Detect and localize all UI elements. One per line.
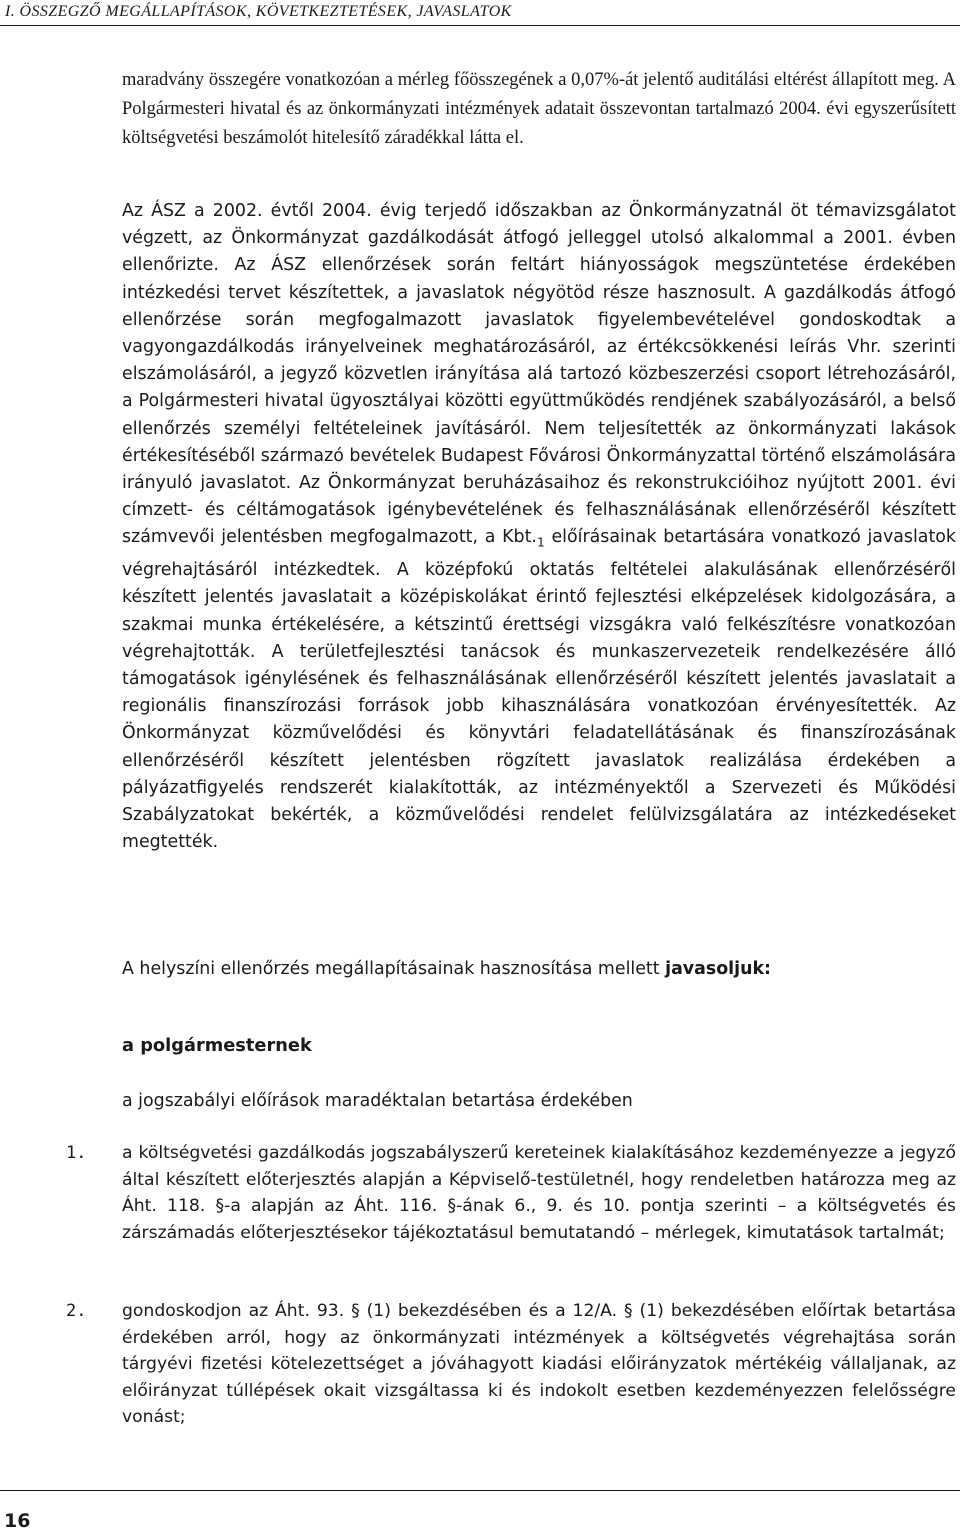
page-header <box>0 0 960 28</box>
intro-text: A helyszíni ellenőrzés megállapításainak hasznosítása mellett <box>122 959 666 979</box>
paragraph-text-part: Az ÁSZ a 2002. évtől 2004. évig terjedő időszakban az Önkormányzatnál öt témavizsgálatot végzett, az Önkormányzat gazdálkodását átfogó jelleggel utolsó alkalommal a 2001. évben ellenőrizte. Az ÁSZ ellenőrzések során feltárt hiányosságok megszüntetése érdekében intézkedési tervet készítettek, a javaslatok négyötöd része hasznosult. A gazdálkodás átfogó ellenőrzése során megfogalmazott javaslatok figyelembevételével gondoskodtak a vagyongazdálkodás irányelveinek meghatározásáról, az értékcsökkenési leírás Vhr. szerinti elszámolásáról, a jegyző közvetlen irányítása alá tartozó közbeszerzési csoport létrehozásáról, a Polgármesteri hivatal ügyosztályai közötti együttműködés rendjének szabályozásáról, a belső ellenőrzés személyi feltételeinek javításáról. Nem teljesítették az önkormányzati lakások értékesítéséből származó bevételek Budapest Fővárosi Önkormányzattal történő elszámolására irányuló javaslatot. Az Önkormányzat beruházásaihoz és rekonstrukcióihoz nyújtott 2001. évi címzett- és céltámogatások igénybevételének és felhasználásának ellenőrzéséről készített számvevői jelentésben megfogalmazott, a Kbt. <box>122 201 956 548</box>
page-number: 16 <box>4 1510 31 1532</box>
item-text: a költségvetési gazdálkodás jogszabályszerű kereteinek kialakításához kezdeményezze a jegyző által készített előterjesztés alapján a Képviselő-testületnél, hogy rendeletben határozza meg az Áht. 118. §-a alapján az Áht. 116. §-ának 6., 9. és 10. pontja szerinti – a költségvetés és zárszámadás előterjesztésekor tájékoztatásul bemutatandó – mérlegek, kimutatások tartalmát; <box>122 1143 956 1243</box>
paragraph-previous-audits <box>122 198 956 856</box>
paragraph-recommendation-intro <box>122 956 956 983</box>
recommendation-context: a jogszabályi előírások maradéktalan betartása érdekében <box>122 1091 633 1111</box>
footnote-reference: 1 <box>536 535 545 550</box>
intro-emphasis: javasoljuk: <box>665 959 771 979</box>
recipient-heading: a polgármesternek <box>122 1035 312 1056</box>
footer-divider <box>0 1490 960 1491</box>
chapter-title: I. ÖSSZEGZŐ MEGÁLLAPÍTÁSOK, KÖVETKEZTETÉSEK, JAVASLATOK <box>5 3 512 20</box>
item-number: 1. <box>66 1143 87 1163</box>
header-divider <box>0 25 960 26</box>
paragraph-text-part: előírásainak betartására vonatkozó javaslatok végrehajtásáról intézkedtek. A középfokú oktatás feltételei alakulásának ellenőrzéséről készített jelentés javaslatait a középiskolákat érintő fejlesztési elképzelések kidolgozására, a szakmai munka értékelésére, a kétszintű érettségi vizsgákra való felkészítésre vonatkozóan végrehajtották. A területfejlesztési tanácsok és munkaszervezeteik rendelkezésére álló támogatások igénylésének és felhasználásának ellenőrzéséről készített jelentés javaslatait a regionális finanszírozási források jobb kihasználására vonatkozóan érvényesítették. Az Önkormányzat közművelődési és könyvtári feladatellátásának és finanszírozásának ellenőrzéséről készített jelentésben rögzített javaslatok realizálása érdekében a pályázatfigyelés rendszerét kialakították, az intézményektől a Szervezeti és Működési Szabályzatokat bekérték, a közművelődési rendelet felülvizsgálatára az intézkedéseket megtették. <box>122 527 956 853</box>
item-text: gondoskodjon az Áht. 93. § (1) bekezdésében és a 12/A. § (1) bekezdésében előírtak betartása érdekében arról, hogy az önkormányzati intézmények a költségvetés végrehajtása során tárgyévi fizetési kötelezettséget a jóváhagyott kiadási előirányzatok mértékéig vállaljanak, az előirányzat túllépések okait vizsgáltassa ki és indokolt esetben kezdeményezzen felelősségre vonást; <box>122 1301 956 1428</box>
item-number: 2. <box>66 1301 87 1321</box>
paragraph-audit-opinion: maradvány összegére vonatkozóan a mérleg főösszegének a 0,07%-át jelentő auditálási eltérést állapított meg. A Polgármesteri hivatal és az önkormányzati intézmények adatait összevontan tartalmazó 2004. évi egyszerűsített költségvetési beszámolót hitelesítő záradékkal látta el. <box>122 70 956 148</box>
